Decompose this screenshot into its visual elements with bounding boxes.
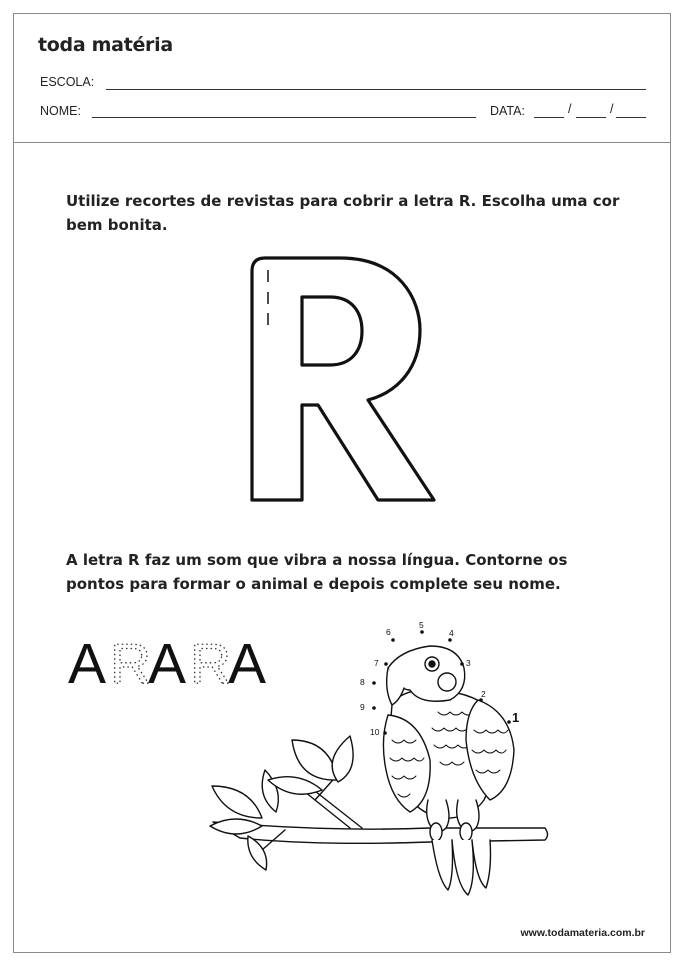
dot-number: 1 [512, 710, 520, 725]
dot-number: 6 [386, 627, 391, 637]
date-separator: / [568, 102, 572, 116]
name-label: NOME: [40, 104, 81, 118]
website-link[interactable]: www.todamateria.com.br [520, 927, 645, 939]
dot-number: 3 [466, 658, 471, 668]
leaf [332, 736, 353, 782]
date-label: DATA: [490, 104, 525, 118]
school-label: ESCOLA: [40, 75, 95, 89]
dot-number: 9 [360, 702, 365, 712]
dot-number: 10 [370, 727, 380, 737]
word-letter-dotted: R [110, 632, 152, 690]
dot-number: 2 [481, 689, 486, 699]
brand-logo: toda matéria [38, 34, 173, 56]
dot-number: 7 [374, 658, 379, 668]
leaf [248, 836, 267, 870]
leaf [292, 740, 338, 780]
dot-number: 4 [449, 628, 454, 638]
instruction-2: A letra R faz um som que vibra a nossa língua. Contorne os pontos para formar o animal e depois complete seu nome. [66, 551, 568, 593]
instruction-1: Utilize recortes de revistas para cobrir a letra R. Escolha uma cor bem bonita. [66, 192, 620, 234]
word-letter: A [68, 632, 107, 690]
word-letter: A [228, 632, 267, 690]
leaf [262, 770, 278, 812]
dot-number: 5 [419, 620, 424, 630]
leaf [212, 786, 262, 818]
dot-number: 8 [360, 677, 365, 687]
word-letter: A [148, 632, 187, 690]
date-separator: / [610, 102, 614, 116]
word-letter-dotted: R [190, 632, 232, 690]
